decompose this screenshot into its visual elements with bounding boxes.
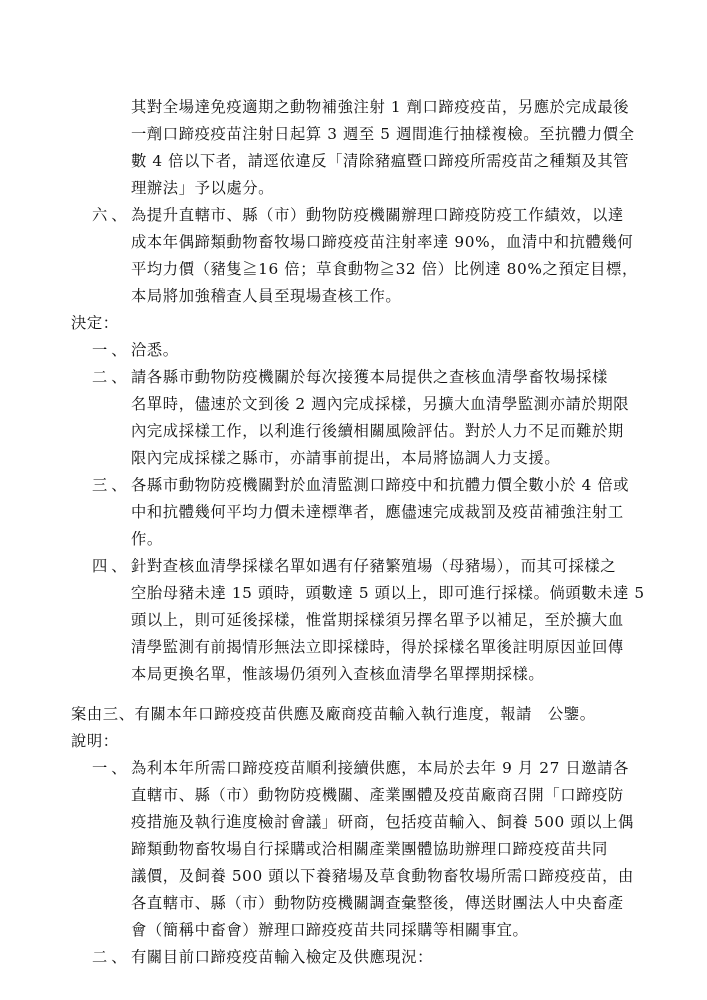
item-marker: 六、 (92, 206, 131, 224)
paragraph-line: 洽悉。 (131, 341, 179, 359)
section-heading: 決定： (71, 314, 119, 332)
paragraph-line: 平均力價（豬隻≧16 倍；草食動物≧32 倍）比例達 80%之預定目標， (131, 260, 638, 278)
paragraph-line: 清學監測有前揭情形無法立即採樣時，得於採樣名單後註明原因並回傳 (131, 638, 624, 656)
paragraph-line: 各直轄市、縣（市）動物防疫機關調查彙整後，傳送財團法人中央畜產 (131, 894, 624, 912)
paragraph-line: 針對查核血清學採樣名單如遇有仔豬繁殖場（母豬場），而其可採樣之 (131, 557, 617, 575)
item-marker: 三、 (92, 476, 131, 494)
item-marker: 二、 (92, 368, 131, 386)
item-marker: 四、 (92, 557, 131, 575)
paragraph-line: 本局將加強稽查人員至現場查核工作。 (131, 287, 402, 305)
paragraph-line: 為利本年所需口蹄疫疫苗順利接續供應，本局於去年 9 月 27 日邀請各 (131, 759, 629, 777)
item-marker: 一、 (92, 759, 131, 777)
paragraph-line: 有關目前口蹄疫疫苗輸入檢定及供應現況： (131, 948, 434, 966)
paragraph-line: 為提升直轄市、縣（市）動物防疫機關辦理口蹄疫防疫工作績效，以達 (131, 206, 624, 224)
paragraph-line: 限內完成採樣之縣市，亦請事前提出，本局將協調人力支援。 (131, 449, 561, 467)
case-title: 案由三、有關本年口蹄疫疫苗供應及廠商疫苗輸入執行進度，報請 公鑒。 (71, 705, 596, 723)
paragraph-line: 直轄市、縣（市）動物防疫機關、產業團體及疫苗廠商召開「口蹄疫防 (131, 786, 624, 804)
paragraph-line: 一劑口蹄疫疫苗注射日起算 3 週至 5 週間進行抽樣複檢。至抗體力價全 (131, 125, 635, 143)
paragraph-line: 各縣市動物防疫機關對於血清監測口蹄疫中和抗體力價全數小於 4 倍或 (131, 476, 630, 494)
paragraph-line: 成本年偶蹄類動物畜牧場口蹄疫疫苗注射率達 90%，血清中和抗體幾何 (131, 233, 634, 251)
paragraph-line: 請各縣市動物防疫機關於每次接獲本局提供之查核血清學畜牧場採樣 (131, 368, 608, 386)
paragraph-line: 名單時，儘速於文到後 2 週內完成採樣，另擴大血清學監測亦請於期限 (131, 395, 630, 413)
item-marker: 一、 (92, 341, 131, 359)
paragraph-line: 蹄類動物畜牧場自行採購或洽相關產業團體協助辦理口蹄疫疫苗共同 (131, 840, 608, 858)
paragraph-line: 作。 (131, 530, 163, 548)
paragraph-line: 數 4 倍以下者，請逕依違反「清除豬瘟暨口蹄疫所需疫苗之種類及其管 (131, 152, 630, 170)
paragraph-line: 空胎母豬未達 15 頭時，頭數達 5 頭以上，即可進行採樣。倘頭數未達 5 (131, 584, 645, 602)
paragraph-line: 內完成採樣工作，以利進行後續相關風險評估。對於人力不足而難於期 (131, 422, 624, 440)
paragraph-line: 理辦法」予以處分。 (131, 179, 275, 197)
item-marker: 二、 (92, 948, 131, 966)
paragraph-line: 議價，及飼養 500 頭以下養豬場及草食動物畜牧場所需口蹄疫疫苗，由 (131, 867, 634, 885)
paragraph-line: 會（簡稱中畜會）辦理口蹄疫疫苗共同採購等相關事宜。 (131, 921, 529, 939)
paragraph-line: 頭以上，則可延後採樣，惟當期採樣須另擇名單予以補足，至於擴大血 (131, 611, 624, 629)
paragraph-line: 疫措施及執行進度檢討會議」研商，包括疫苗輸入、飼養 500 頭以上偶 (131, 813, 634, 831)
paragraph-line: 其對全場達免疫適期之動物補強注射 1 劑口蹄疫疫苗，另應於完成最後 (131, 98, 630, 116)
paragraph-line: 中和抗體幾何平均力價未達標準者，應儘速完成裁罰及疫苗補強注射工 (131, 503, 624, 521)
section-heading: 說明： (71, 732, 119, 750)
paragraph-line: 本局更換名單，惟該場仍須列入查核血清學名單擇期採樣。 (131, 665, 545, 683)
